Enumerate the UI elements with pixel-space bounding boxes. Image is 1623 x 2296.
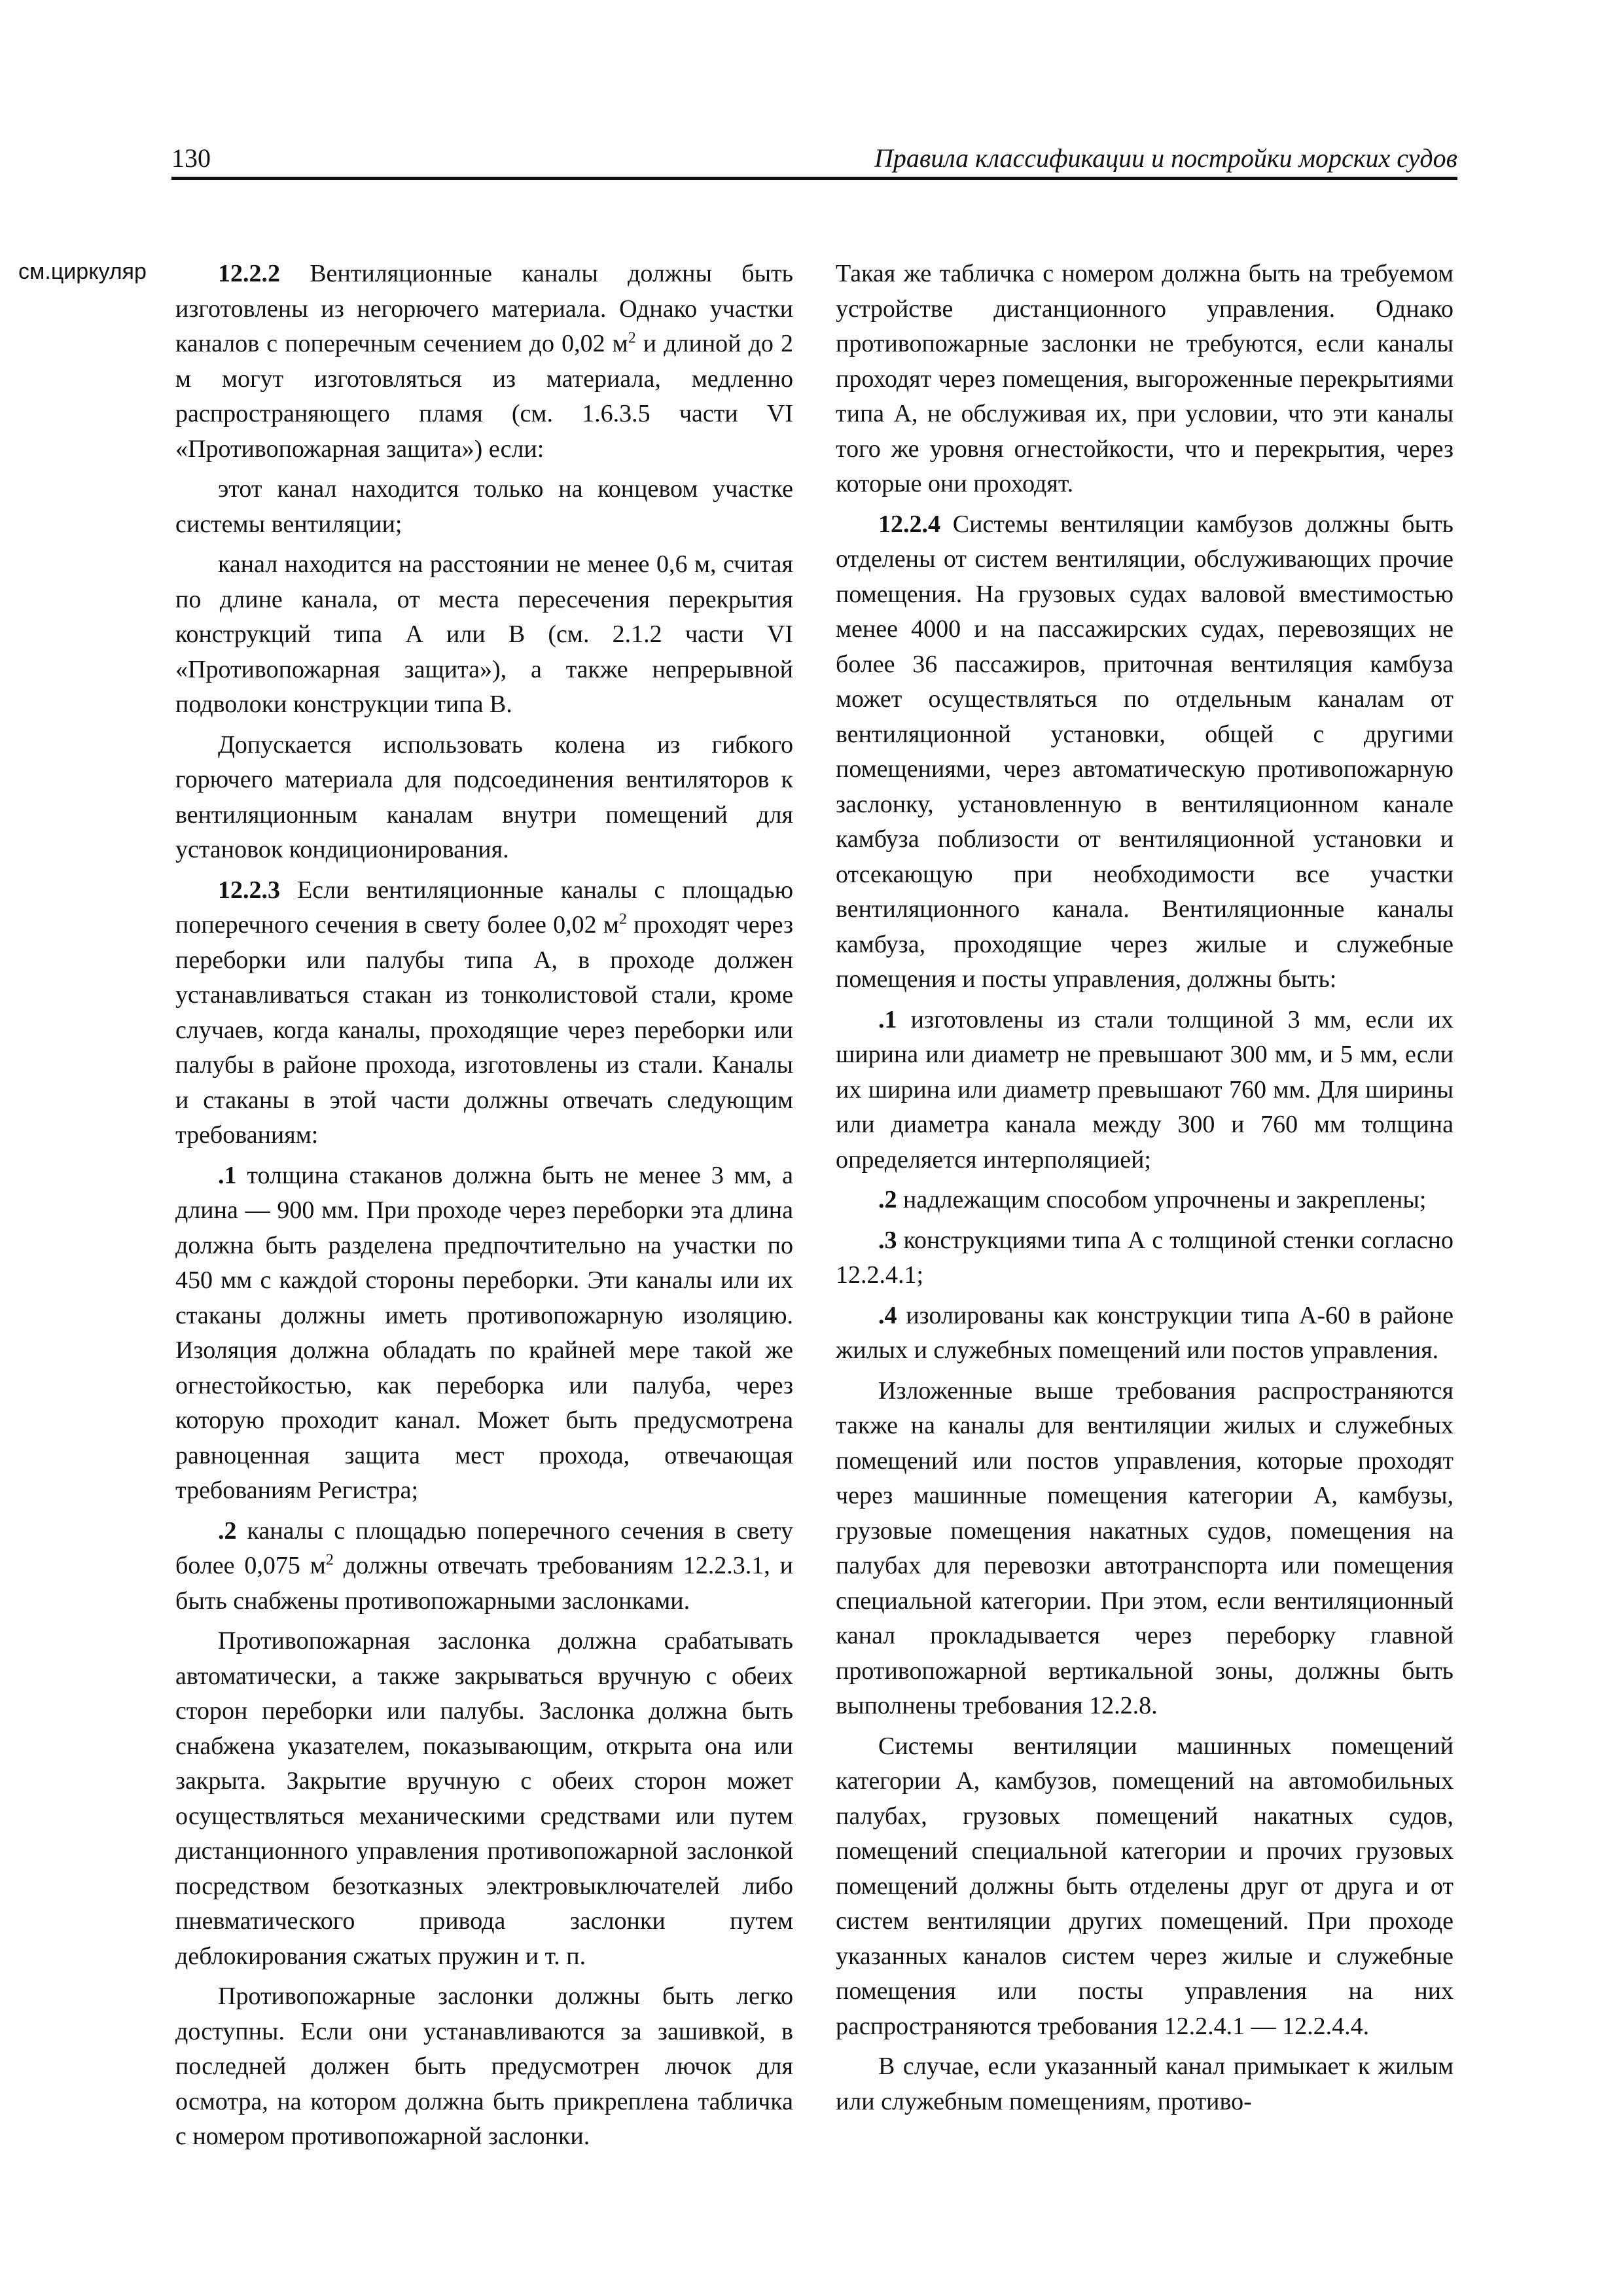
paragraph: канал находится на расстоянии не менее 0,6 м, считая по длине канала, от места пересечения перекрытия конструкций типа А или В (см. 2.1.2 части VI «Противопожарная защита»), а также непрерывной подволоки конструкции типа В. (175, 550, 793, 718)
paragraph: Системы вентиляции машинных помещений категории А, камбузов, помещений на автомобильных палубах, грузовых помещений накатных судов, помещений специальной категории и прочих грузовых помещений должны быть отделены друг от друга и от систем вентиляции других помещений. При проходе указанных каналов систем через жилые и служебные помещения или посты управления на них распространяются требования 12.2.4.1 — 12.2.4.4. (836, 1732, 1454, 2040)
list-item: .2 надлежащим способом упрочнены и закреплены; (878, 1186, 1427, 1213)
list-item: .2 каналы с площадью поперечного сечения в свету более 0,075 $м^2$ должны отвечать требованиям 12.2.3.1, и быть снабжены противопожарными заслонками. (175, 1516, 793, 1615)
item-number: .2 (878, 1186, 897, 1213)
item-number: .1 (218, 1161, 237, 1189)
item-number: .4 (878, 1301, 897, 1329)
paragraph: Изложенные выше требования распространяются также на каналы для вентиляции жилых и служебных помещений или постов управления, которые проходят через машинные помещения категории А, камбузы, грузовые помещения накатных судов, помещения на палубах для перевозки автотранспорта или помещения специальной категории. При этом, если вентиляционный канал прокладывается через переборку главной противопожарной вертикальной зоны, должны быть выполнены требования 12.2.8. (836, 1376, 1454, 1719)
paragraph: Такая же табличка с номером должна быть на требуемом устройстве дистанционного управления. Однако противопожарные заслонки не требуются, если каналы проходят через помещения, выгороженные перекрытиями типа А, не обслуживая их, при условии, что эти каналы того же уровня огнестойкости, что и перекрытия, через которые они проходят. (836, 260, 1454, 497)
paragraph: Противопожарная заслонка должна срабатывать автоматически, а также закрываться вручную с обеих сторон переборки или палубы. Заслонка должна быть снабжена указателем, показывающим, открыта она или закрыта. Закрытие вручную с обеих сторон может осуществляться механическими средствами или путем дистанционного управления противопожарной заслонкой посредством безотказных электровыключателей либо пневматического привода заслонки путем деблокирования сжатых пружин и т. п. (175, 1627, 793, 1970)
paragraph: Допускается использовать колена из гибкого горючего материала для подсоединения вентиляторов к вентиляционным каналам внутри помещений для установок кондиционирования. (175, 730, 793, 863)
superscript: 2 (325, 1551, 334, 1569)
list-item: .4 изолированы как конструкции типа А-60 в районе жилых и служебных помещений или постов управления. (836, 1301, 1454, 1364)
section-number: 12.2.3 (218, 876, 280, 904)
superscript: 2 (628, 329, 636, 347)
item-number: .1 (878, 1005, 897, 1033)
superscript: 2 (618, 910, 627, 928)
list-item: .1 толщина стаканов должна быть не менее 3 мм, а длина — 900 мм. При проходе через переборки эта длина должна быть разделена предпочтительно на участки по 450 мм с каждой стороны переборки. Эти каналы или их стаканы должны иметь противопожарную изоляцию. Изоляция должна обладать по крайней мере такой же огнестойкостью, как переборка или палуба, через которую проходит канал. Может быть предусмотрена равноценная защита мест прохода, отвечающая требованиям Регистра; (175, 1161, 793, 1504)
item-number: .2 (218, 1516, 237, 1545)
paragraph-12-2-3: 12.2.3 Если вентиляционные каналы с площадью поперечного сечения в свету более 0,02 $м^2$ проходят через переборки или палубы типа А, в проходе должен устанавливаться стакан из тонколистовой стали, кроме случаев, когда каналы, проходящие через переборки или палубы в районе прохода, изготовлены из стали. Каналы и стаканы в этой части должны отвечать следующим требованиям: (175, 876, 793, 1149)
item-number: .3 (878, 1226, 897, 1254)
list-item: .1 изготовлены из стали толщиной 3 мм, если их ширина или диаметр не превышают 300 мм, и 5 мм, если их ширина или диаметр превышают 760 мм. Для ширины или диаметра канала между 300 и 760 мм толщина определяется интерполяцией; (836, 1005, 1454, 1174)
section-number: 12.2.2 (218, 260, 280, 287)
paragraph: этот канал находится только на концевом участке системы вентиляции; (175, 475, 793, 538)
running-title: Правила классификации и постройки морских судов (874, 143, 1457, 173)
paragraph-12-2-2: 12.2.2 Вентиляционные каналы должны быть изготовлены из негорючего материала. Однако участки каналов с поперечным сечением до 0,02 $м^2$ и длиной до 2 м могут изготовляться из материала, медленно распространяющего пламя (см. 1.6.3.5 части VI «Противопожарная защита») если: (175, 260, 793, 463)
header-rule (171, 177, 1457, 180)
list-item: .3 конструкциями типа А с толщиной стенки согласно 12.2.4.1; (836, 1226, 1454, 1289)
paragraph: Противопожарные заслонки должны быть легко доступны. Если они устанавливаются за зашивкой, в последней должен быть предусмотрен лючок для осмотра, на котором должна быть прикреплена табличка с номером противопожарной заслонки. (175, 1982, 793, 2150)
paragraph: В случае, если указанный канал примыкает к жилым или служебным помещениям, противо- (836, 2053, 1454, 2115)
section-number: 12.2.4 (878, 510, 940, 538)
margin-note: см.циркуляр (18, 259, 147, 284)
paragraph-12-2-4: 12.2.4 Системы вентиляции камбузов должны быть отделены от систем вентиляции, обслуживающих прочие помещения. На грузовых судах валовой вместимостью менее 4000 и на пассажирских судах, перевозящих не более 36 пассажиров, приточная вентиляция камбуза может осуществляться по отдельным каналам от вентиляционной установки, общей с другими помещениями, через автоматическую противопожарную заслонку, установленную в вентиляционном канале камбуза поблизости от вентиляционной установки и отсекающую при необходимости все участки вентиляционного канала. Вентиляционные каналы камбуза, проходящие через жилые и служебные помещения и посты управления, должны быть: (836, 510, 1454, 993)
page-number: 130 (171, 143, 211, 173)
right-column (836, 257, 1454, 2125)
left-column (175, 257, 793, 2160)
